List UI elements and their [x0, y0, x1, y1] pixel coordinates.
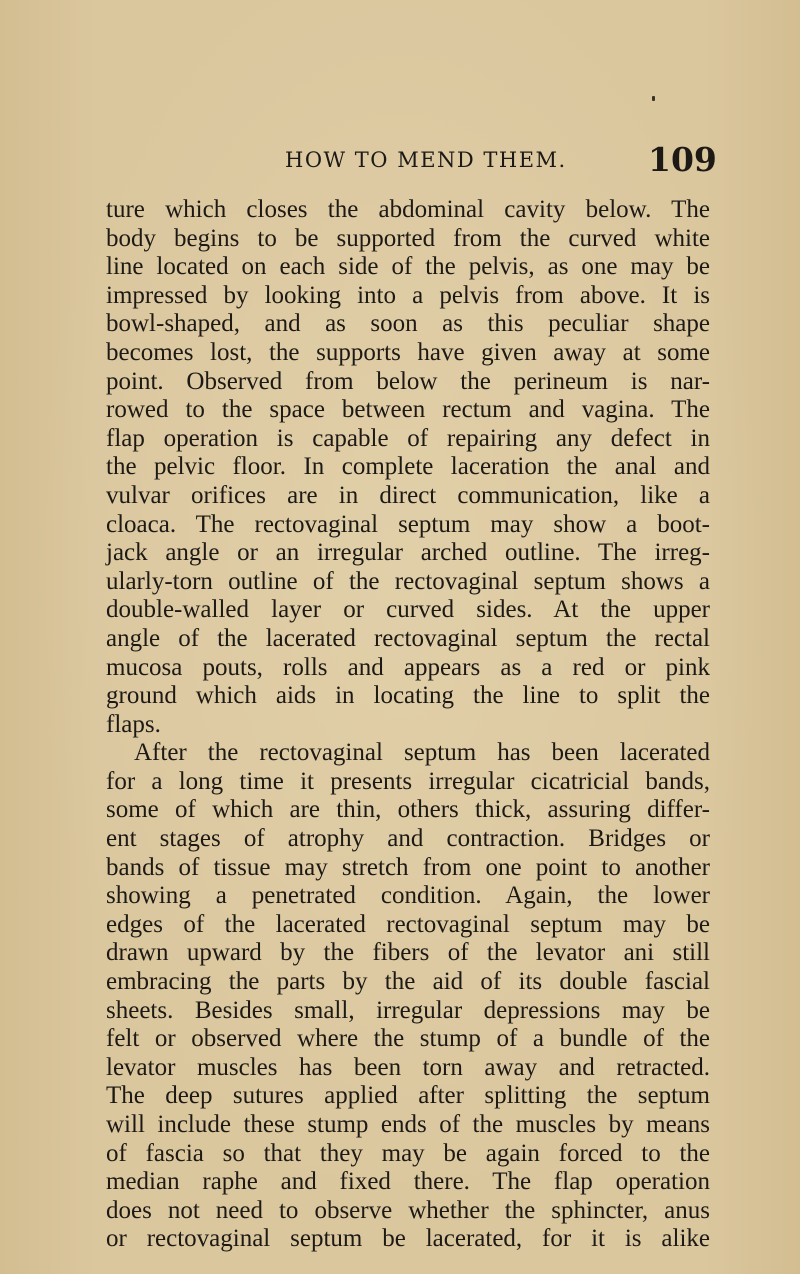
text-line: ground which aids in locating the line to split the [106, 682, 710, 710]
text-line: levator muscles has been torn away and retracted. [106, 1053, 710, 1081]
text-line: impressed by looking into a pelvis from above. It is [106, 281, 710, 309]
ink-speck [652, 96, 655, 101]
text-line: edges of the lacerated rectovaginal septum may be [106, 910, 710, 938]
text-line: will include these stump ends of the muscles by means [106, 1111, 710, 1138]
text-line: ture which closes the abdominal cavity below. The [106, 196, 710, 223]
text-line: ent stages of atrophy and contraction. Bridges or [106, 825, 710, 853]
text-line: felt or observed where the stump of a bundle of the [106, 1025, 710, 1053]
text-line: rowed to the space between rectum and vagina. The [106, 396, 710, 424]
body-text [106, 196, 710, 1254]
page-number: 109 [648, 140, 717, 179]
text-line: showing a penetrated condition. Again, the lower [106, 882, 710, 910]
text-line: bands of tissue may stretch from one point to another [106, 853, 710, 881]
text-line: point. Observed from below the perineum is nar- [106, 367, 710, 395]
running-head: HOW TO MEND THEM. [285, 148, 567, 172]
text-line: some of which are thin, others thick, assuring differ- [106, 796, 710, 824]
text-line: jack angle or an irregular arched outline. The irreg- [106, 539, 710, 567]
text-line: embracing the parts by the aid of its double fascial [106, 968, 710, 996]
paragraph-start-line: After the rectovaginal septum has been lacerated [134, 739, 710, 767]
text-line: vulvar orifices are in direct communication, like a [106, 481, 710, 509]
text-line: flap operation is capable of repairing any defect in [106, 424, 710, 452]
text-line: mucosa pouts, rolls and appears as a red or pink [106, 653, 710, 681]
text-line: double-walled layer or curved sides. At the upper [106, 596, 710, 624]
text-line: the pelvic floor. In complete laceration the anal and [106, 453, 710, 481]
text-line: body begins to be supported from the curved white [106, 224, 710, 252]
text-line: The deep sutures applied after splitting the septum [106, 1082, 710, 1110]
text-line: median raphe and fixed there. The flap operation [106, 1168, 710, 1196]
text-line: or rectovaginal septum be lacerated, for it is alike [106, 1225, 710, 1253]
text-line: does not need to observe whether the sphincter, anus [106, 1196, 710, 1224]
text-line: line located on each side of the pelvis, as one may be [106, 253, 710, 281]
text-line: bowl-shaped, and as soon as this peculiar shape [106, 310, 710, 338]
page-header [0, 140, 800, 186]
text-line: for a long time it presents irregular cicatricial bands, [106, 767, 710, 795]
text-line: ularly-torn outline of the rectovaginal septum shows a [106, 567, 710, 595]
text-line: angle of the lacerated rectovaginal septum the rectal [106, 624, 710, 652]
text-line: drawn upward by the fibers of the levator ani still [106, 939, 710, 967]
paragraph-end-line: flaps. [106, 710, 161, 738]
text-line: becomes lost, the supports have given away at some [106, 338, 710, 366]
text-line: of fascia so that they may be again forced to the [106, 1139, 710, 1167]
text-line: sheets. Besides small, irregular depressions may be [106, 996, 710, 1024]
text-line: cloaca. The rectovaginal septum may show a boot- [106, 510, 710, 538]
